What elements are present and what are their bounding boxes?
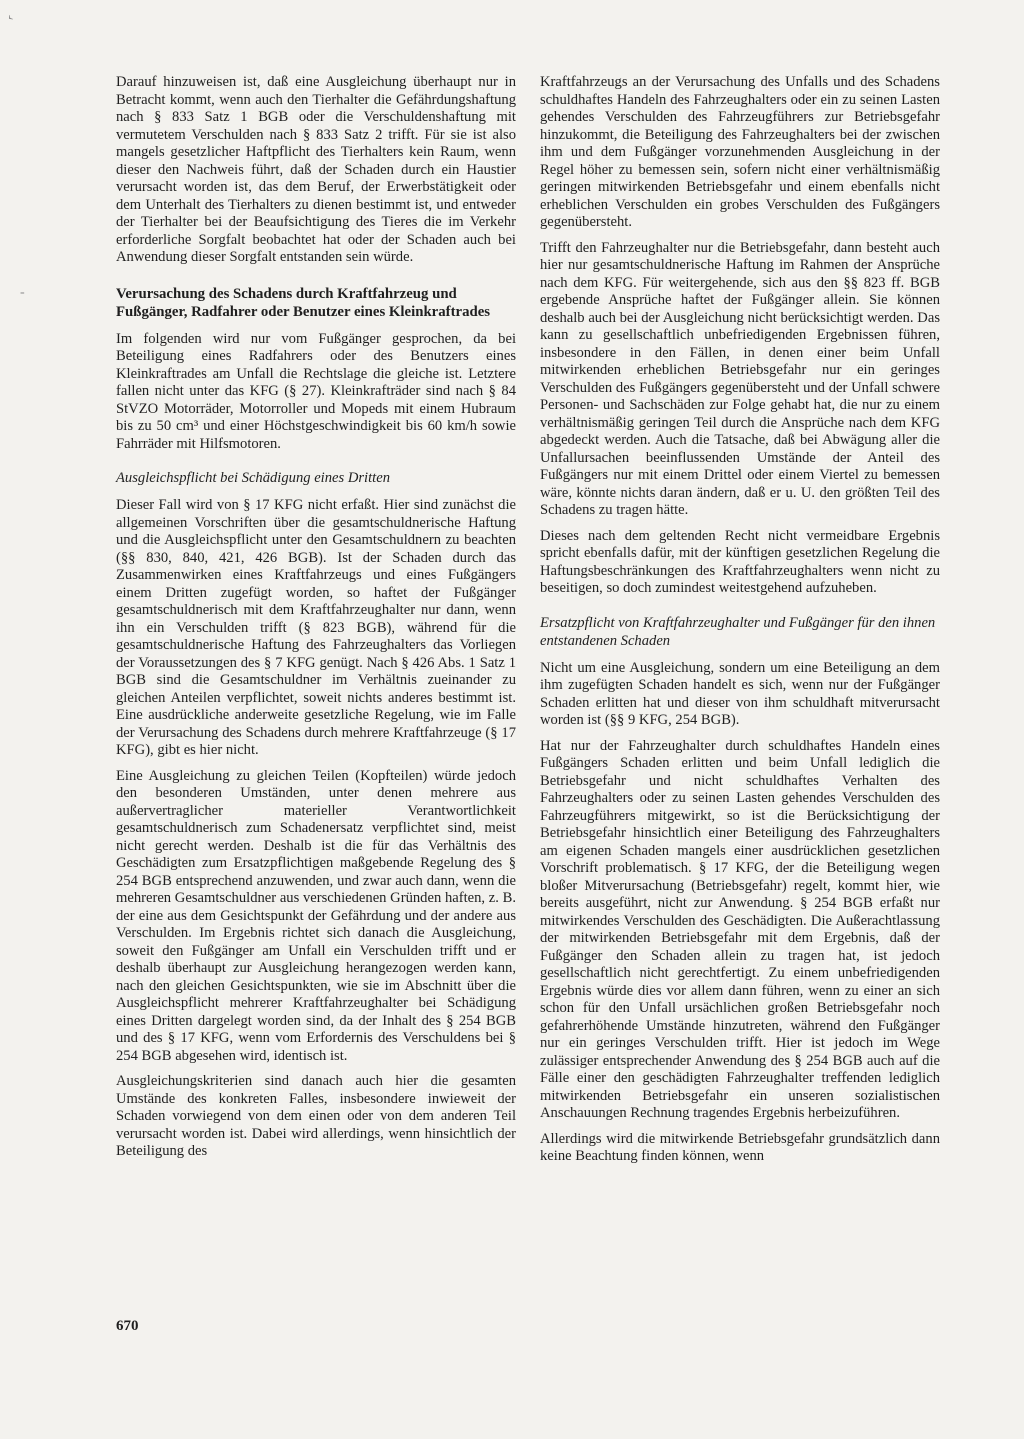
scan-corner-mark: ‹	[3, 10, 17, 25]
page-number: 670	[116, 1318, 139, 1334]
paragraph: Allerdings wird die mitwirkende Betriebsgefahr grundsätzlich dann keine Beachtung finden können, wenn	[540, 1130, 940, 1164]
paragraph: Hat nur der Fahrzeughalter durch schuldhaftes Handeln eines Fußgängers Schaden erlitten und beim Unfall lediglich die Betriebsgefahr und nicht schuldhaftes Verhalten des Fahrzeughalters oder zu seinen Lasten gehendes Verschulden des Fahrzeugführers mitgewirkt, so ist die Berücksichtigung der Betriebsgefahr hinsichtlich einer Beteiligung des Fahrzeughalters am eigenen Schaden mangels einer ausdrücklichen gesetzlichen Vorschrift problematisch. § 17 KFG, der die Beteiligung wegen bloßer Mitverursachung (Betriebsgefahr) regelt, kommt hier, wie bereits ausgeführt, nicht zur Anwendung. § 254 BGB erfaßt nur mitwirkendes Verschulden des Geschädigten. Die Außerachtlassung der mitwirkenden Betriebsgefahr mit dem Ergebnis, daß der Fußgänger den Schaden allein zu tragen hat, ist jedoch gesellschaftlich nicht gerechtfertigt. Zu einem unbefriedigenden Ergebnis würde dies vor allem dann führen, wenn zu einer an sich schon für den Unfall ursächlichen großen Betriebsgefahr noch gefahrerhöhende Umstände hinzutreten, während den Fußgänger nur ein geringes Verschulden trifft. Hier ist jedoch im Wege zulässiger entsprechender Anwendung des § 254 BGB auch auf die Fälle einer den geschädigten Fahrzeughalter treffenden lediglich mitwirkenden Betriebsgefahr ein unseren sozialistischen Anschauungen Rechnung tragendes Ergebnis herbeizuführen.	[540, 737, 940, 1121]
paragraph: Eine Ausgleichung zu gleichen Teilen (Kopfteilen) würde jedoch den besonderen Umständen, unter denen mehrere aus außervertraglicher materieller Verantwortlichkeit gesamtschuldnerisch zum Schadenersatz verpflichtet sind, meist nicht gerecht werden. Deshalb ist die für das Verhältnis des Geschädigten zum Ersatzpflichtigen maßgebende Regelung des § 254 BGB entsprechend anzuwenden, und zwar auch dann, wenn die mehreren Gesamtschuldner aus verschiedenen Gründen haften, z. B. der eine aus dem Gesichtspunkt der Gefährdung und der andere aus Verschulden. Im Ergebnis richtet sich danach die Ausgleichung, soweit den Fußgänger am Unfall ein Verschulden trifft und er deshalb überhaupt zur Ausgleichung herangezogen werden kann, nach den gleichen Gesichtspunkten, wie sie im Abschnitt über die Ausgleichspflicht mehrerer Kraftfahrzeughalter bei Schädigung eines Dritten dargelegt worden sind, da der Inhalt des § 254 BGB und des § 17 KFG, wenn vom Erfordernis des Verschuldens bei § 254 BGB abgesehen wird, identisch ist.	[116, 767, 516, 1064]
paragraph: Ausgleichungskriterien sind danach auch hier die gesamten Umstände des konkreten Falles, insbesondere inwieweit der Schaden vorwiegend von dem einen oder von dem anderen Teil verursacht worden ist. Dabei wird allerdings, wenn hinsichtlich der Beteiligung des	[116, 1073, 516, 1159]
paragraph: Trifft den Fahrzeughalter nur die Betriebsgefahr, dann besteht auch hier nur gesamtschuldnerische Haftung im Rahmen der Ansprüche nach dem KFG. Für weitergehende, sich aus den §§ 823 ff. BGB ergebende Ansprüche haftet der Fußgänger allein. Sie können deshalb auch bei der Ausgleichung nicht berücksichtigt werden. Das kann zu gesellschaftlich unbefriedigenden Ergebnissen führen, insbesondere in den Fällen, in denen einer beim Unfall mitwirkenden erheblichen Betriebsgefahr nur ein geringes Verschulden des Fußgängers gegenübersteht und der Unfall schwere Personen- und Sachschäden zur Folge gehabt hat, die nur zu einem verhältnismäßig geringen Teil durch die Ansprüche nach dem KFG abgedeckt werden. Auch die Tatsache, daß bei Abwägung aller die Unfallursachen beeinflussenden Umstände der Anteil des Fußgängers nur mit einem Drittel oder einem Viertel zu bemessen wäre, könnte nichts daran ändern, daß er u. U. den größten Teil des Schadens zu tragen hätte.	[540, 239, 940, 518]
scan-margin-mark: -	[20, 285, 25, 300]
paragraph: Kraftfahrzeugs an der Verursachung des Unfalls und des Schadens schuldhaftes Handeln des Fahrzeughalters oder ein zu seinen Lasten gehendes Verschulden des Fahrzeugführers zur Betriebsgefahr hinzukommt, die Beteiligung des Fahrzeughalters bei der zwischen ihm und dem Fußgänger vorzunehmenden Ausgleichung in der Regel höher zu bemessen sein, sofern nicht einer verhältnismäßig geringen mitwirkenden Betriebsgefahr und einem ebenfalls nicht erheblichen Verschulden ein grobes Verschulden des Fußgängers gegenübersteht.	[540, 74, 940, 230]
left-column	[116, 74, 516, 1169]
paragraph: Dieses nach dem geltenden Recht nicht vermeidbare Ergebnis spricht ebenfalls dafür, mit der künftigen gesetzlichen Regelung die Haftungsbeschränkungen des Kraftfahrzeughalters wenn nicht zu beseitigen, so doch zumindest weitestgehend aufzuheben.	[540, 527, 940, 596]
paragraph: Nicht um eine Ausgleichung, sondern um eine Beteiligung an dem ihm zugefügten Schaden handelt es sich, wenn nur der Fußgänger Schaden erlitten hat und dieser von ihm schuldhaft mitverursacht worden ist (§§ 9 KFG, 254 BGB).	[540, 659, 940, 728]
subsection-heading: Ausgleichspflicht bei Schädigung eines Dritten	[116, 470, 390, 486]
paragraph: Dieser Fall wird von § 17 KFG nicht erfaßt. Hier sind zunächst die allgemeinen Vorschriften über die gesamtschuldnerische Haftung und die Ausgleichspflicht unter den Gesamtschuldnern zu beachten (§§ 830, 840, 421, 426 BGB). Ist der Schaden durch das Zusammenwirken eines Kraftfahrzeugs und eines Fußgängers einem Dritten zugefügt worden, so haftet der Fußgänger gesamtschuldnerisch mit dem Kraftfahrzeughalter nur dann, wenn ihn ein Verschulden trifft (§ 823 BGB), während für die gesamtschuldnerische Haftung des Fahrzeughalters das Vorliegen der Voraussetzungen des § 7 KFG genügt. Nach § 426 Abs. 1 Satz 1 BGB sind die Gesamtschuldner im Verhältnis zueinander zu gleichen Anteilen verpflichtet, soweit nichts anderes bestimmt ist. Eine ausdrückliche anderweite gesetzliche Regelung, wie im Falle der Verursachung des Schadens durch mehrere Kraftfahrzeuge (§ 17 KFG), gibt es hier nicht.	[116, 497, 516, 758]
right-column	[540, 74, 940, 1174]
paragraph: Darauf hinzuweisen ist, daß eine Ausgleichung überhaupt nur in Betracht kommt, wenn auch den Tierhalter die Gefährdungshaftung nach § 833 Satz 1 BGB oder die Verschuldenshaftung mit vermutetem Verschulden nach § 833 Satz 2 trifft. Für sie ist also mangels gesetzlicher Haftpflicht des Tierhalters kein Raum, wenn dieser den Nachweis führt, daß der Schaden durch ein Haustier verursacht worden ist, das dem Beruf, der Erwerbstätigkeit oder dem Unterhalt des Tierhalters zu dienen bestimmt ist, und entweder der Tierhalter bei der Beaufsichtigung des Tieres die im Verkehr erforderliche Sorgfalt beobachtet hat oder der Schaden auch bei Anwendung dieser Sorgfalt entstanden sein würde.	[116, 74, 516, 265]
paragraph: Im folgenden wird nur vom Fußgänger gesprochen, da bei Beteiligung eines Radfahrers oder des Benutzers eines Kleinkraftrades am Unfall die Rechtslage die gleiche ist. Letztere fallen nicht unter das KFG (§ 27). Kleinkrafträder sind nach § 84 StVZO Motorräder, Motorroller und Mopeds mit einem Hubraum bis zu 50 cm³ und einer Höchstgeschwindigkeit bis 60 km/h sowie Fahrräder mit Hilfsmotoren.	[116, 330, 516, 452]
section-heading: Verursachung des Schadens durch Kraftfahrzeug und Fußgänger, Radfahrer oder Benutzer eines Kleinkraftrades	[116, 285, 491, 320]
subsection-heading: Ersatzpflicht von Kraftfahrzeughalter und Fußgänger für den ihnen entstandenen Schaden	[540, 614, 936, 649]
